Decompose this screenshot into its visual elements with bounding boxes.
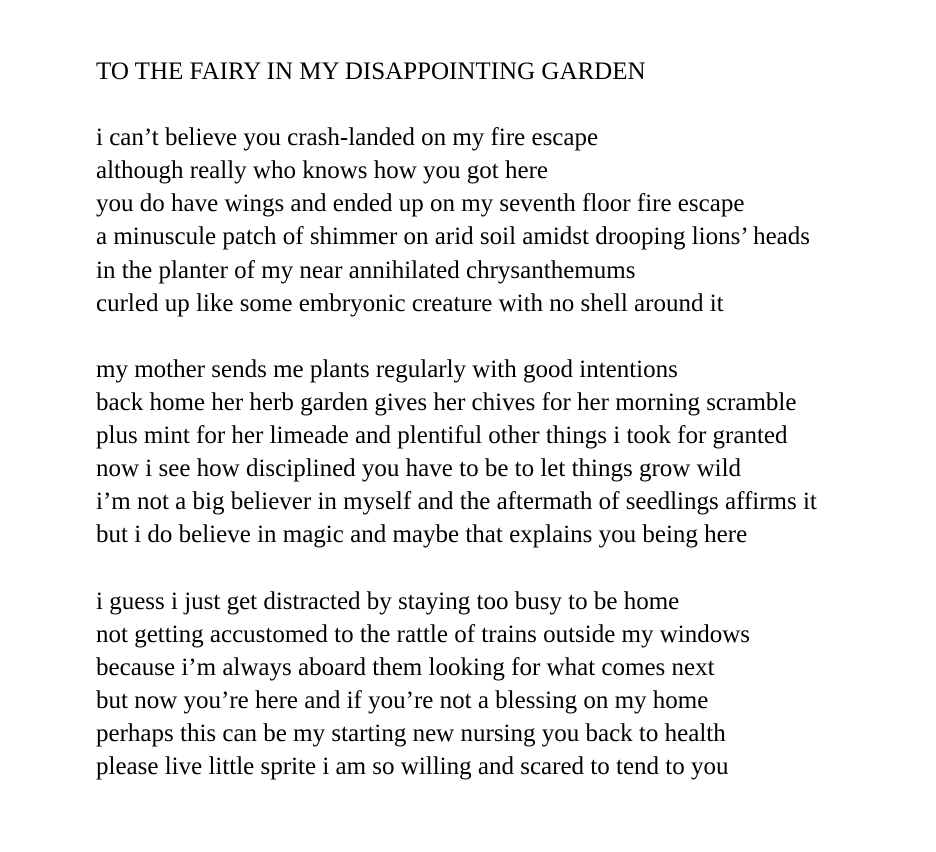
poem-line: but i do believe in magic and maybe that explains you being here [96,521,748,549]
stanza-1 [96,121,932,320]
poem-line: although really who knows how you got here [96,157,549,185]
poem-line: not getting accustomed to the rattle of trains outside my windows [96,620,751,648]
poem-line: in the planter of my near annihilated chrysanthemums [96,256,636,284]
poem-line: perhaps this can be my starting new nursing you back to health [96,719,726,747]
poem-line: because i’m always aboard them looking for what comes next [96,653,715,681]
poem-line: i guess i just get distracted by staying too busy to be home [96,587,680,615]
poem-line: i’m not a big believer in myself and the aftermath of seedlings affirms it [96,488,817,516]
poem-line: i can’t believe you crash-landed on my fire escape [96,124,599,152]
poem-line: please live little sprite i am so willing and scared to tend to you [96,752,729,780]
stanza-2 [96,353,932,552]
poem-title: TO THE FAIRY IN MY DISAPPOINTING GARDEN [96,58,646,85]
poem-line: my mother sends me plants regularly with good intentions [96,355,678,383]
stanza-3 [96,585,932,784]
poem-line: plus mint for her limeade and plentiful other things i took for granted [96,422,788,450]
poem-line: back home her herb garden gives her chives for her morning scramble [96,388,797,416]
poem-line: a minuscule patch of shimmer on arid soil amidst drooping lions’ heads [96,223,810,251]
poem-line: you do have wings and ended up on my seventh floor fire escape [96,190,745,218]
poem-line: but now you’re here and if you’re not a blessing on my home [96,686,709,714]
poem-line: now i see how disciplined you have to be to let things grow wild [96,455,742,483]
poem-line: curled up like some embryonic creature with no shell around it [96,289,724,317]
poem [96,55,932,783]
